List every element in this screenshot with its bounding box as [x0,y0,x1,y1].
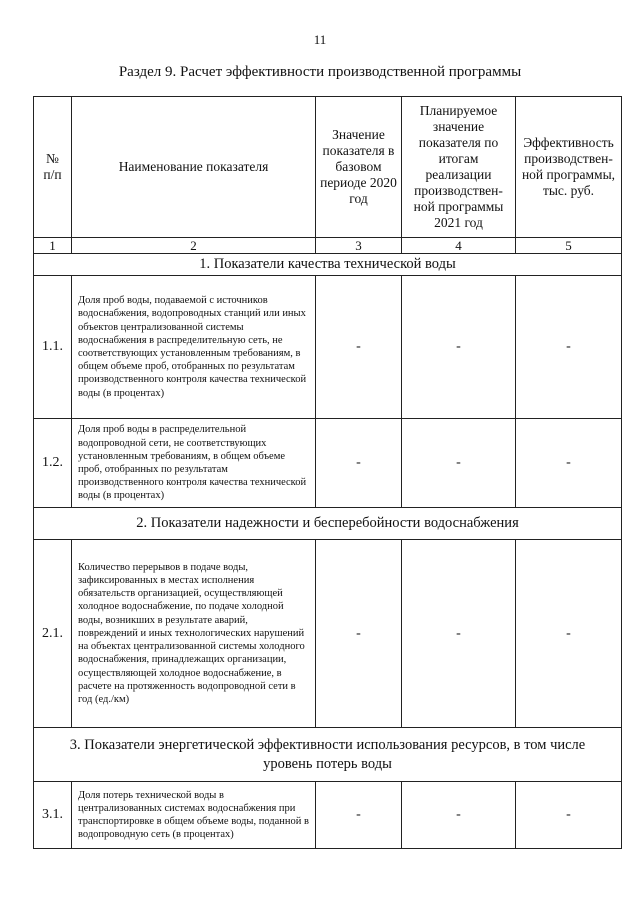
row-name: Количество перерывов в подаче воды, зафиксированных в местах исполнения обязательств организацией, осуществляющей холодное водоснабжение, по подаче холодной воды, возникших в результате аварий, повреждений и иных технологических нарушений на объектах централизованной системы холодного водоснабжения, принадлежащих организации, осуществляющей холодное водоснабжение, в расчете на протяженность водопроводной сети в год (ед./км) [72,540,316,728]
row-planned-value: - [402,782,516,849]
header-planned-value: Планируемое значение показателя по итогам реализации производствен-ной программы 2021 год [402,97,516,238]
efficiency-table [33,96,622,849]
row-code: 1.2. [34,419,72,508]
row-base-value: - [316,276,402,419]
group-row [34,508,622,540]
column-number: 1 [34,238,72,254]
section-title: Раздел 9. Расчет эффективности производственной программы [118,64,522,80]
column-number: 2 [72,238,316,254]
header-base-value: Значение показателя в базовом периоде 2020 год [316,97,402,238]
row-planned-value: - [402,276,516,419]
group-row [34,254,622,276]
row-base-value: - [316,782,402,849]
header-efficiency: Эффективность производствен-ной программы, тыс. руб. [516,97,622,238]
table-row [34,276,622,419]
column-numbers-row [34,238,622,254]
column-number: 5 [516,238,622,254]
row-name: Доля потерь технической воды в централизованных системах водоснабжения при транспортировке в общем объеме воды, поданной в водопроводную сеть (в процентах) [72,782,316,849]
row-efficiency: - [516,540,622,728]
row-base-value: - [316,540,402,728]
group-title: 2. Показатели надежности и бесперебойности водоснабжения [34,508,622,540]
column-number: 4 [402,238,516,254]
table-row [34,782,622,849]
row-code: 2.1. [34,540,72,728]
header-name: Наименование показателя [72,97,316,238]
row-efficiency: - [516,276,622,419]
group-row [34,728,622,782]
table-row [34,419,622,508]
column-number: 3 [316,238,402,254]
row-name: Доля проб воды в распределительной водопроводной сети, не соответствующих установленным требованиям, в общем объеме проб, отобранных по результатам производственного контроля качества технической воды (в процентах) [72,419,316,508]
group-title: 1. Показатели качества технической воды [34,254,622,276]
row-name: Доля проб воды, подаваемой с источников водоснабжения, водопроводных станций или иных объектов централизованной системы водоснабжения в распределительную сеть, не соответствующих установленным требованиям, в общем объеме проб, отобранных по результатам производственного контроля качества технической воды (в процентах) [72,276,316,419]
row-planned-value: - [402,419,516,508]
row-efficiency: - [516,782,622,849]
row-planned-value: - [402,540,516,728]
row-efficiency: - [516,419,622,508]
page-number: 11 [313,32,327,47]
table-row [34,540,622,728]
row-base-value: - [316,419,402,508]
group-title: 3. Показатели энергетической эффективности использования ресурсов, в том числе уровень потерь воды [34,728,622,782]
table-header-row [34,97,622,238]
row-code: 3.1. [34,782,72,849]
header-no: № п/п [34,97,72,238]
row-code: 1.1. [34,276,72,419]
